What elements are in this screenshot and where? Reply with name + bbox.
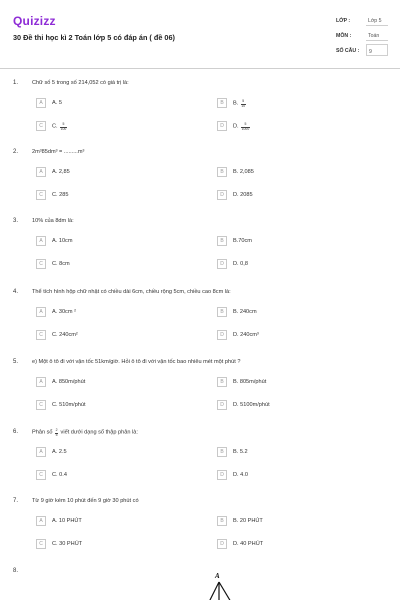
meta-question-count-value: 9 — [366, 44, 388, 56]
worksheet-header — [0, 0, 400, 70]
option-letter-box[interactable]: A — [36, 377, 46, 387]
fraction-numerator: 5 — [60, 123, 67, 128]
meta-question-count — [336, 44, 388, 58]
option-letter-box[interactable]: D — [217, 259, 227, 269]
meta-subject-label: MÔN : — [336, 33, 352, 39]
option-d[interactable] — [217, 539, 377, 551]
option-d[interactable] — [217, 400, 377, 412]
option-letter-box[interactable]: B — [217, 377, 227, 387]
option-a[interactable] — [36, 307, 196, 319]
option-letter-box[interactable]: B — [217, 307, 227, 317]
option-c[interactable] — [36, 190, 196, 202]
option-text: A. 30cm ² — [52, 309, 76, 315]
fraction-numerator: 5 — [241, 123, 250, 128]
fraction — [241, 100, 246, 108]
option-letter-box[interactable]: B — [217, 447, 227, 457]
option-c[interactable] — [36, 330, 196, 342]
option-text: D. 5100m/phút — [233, 402, 270, 408]
option-text: A. 5 — [52, 100, 62, 106]
option-text: C. 0.4 — [52, 472, 67, 478]
question-number: 4. — [13, 289, 19, 295]
fraction — [241, 123, 250, 131]
option-b[interactable] — [217, 307, 377, 319]
option-text: B. 805m/phút — [233, 379, 267, 385]
option-letter-box[interactable]: D — [217, 539, 227, 549]
geometry-figure — [205, 572, 235, 600]
option-d[interactable] — [217, 190, 377, 202]
option-b[interactable] — [217, 516, 377, 528]
option-letter-box[interactable]: B — [217, 236, 227, 246]
question-3 — [0, 218, 400, 278]
question-8 — [0, 568, 400, 600]
option-text: D. 4.0 — [233, 472, 248, 478]
option-text: A. 10cm — [52, 238, 73, 244]
option-text: C. 30 PHÚT — [52, 541, 83, 547]
option-text: D. $\frac{5}{1000}$ — [233, 122, 250, 131]
option-text: C. 240cm² — [52, 332, 78, 338]
option-text: B. 5.2 — [233, 449, 248, 455]
option-b[interactable] — [217, 447, 377, 459]
option-c[interactable] — [36, 470, 196, 482]
option-text: D. 2085 — [233, 192, 253, 198]
option-letter-box[interactable]: C — [36, 190, 46, 200]
fraction — [60, 123, 67, 131]
option-letter-box[interactable]: D — [217, 121, 227, 131]
option-c[interactable] — [36, 259, 196, 271]
figure-edge-1 — [209, 582, 219, 600]
option-text: C. 510m/phút — [52, 402, 86, 408]
question-text: e) Một ô tô đi với vận tốc 51km/giờ. Hỏi ô tô đi với vận tốc bao nhiêu mét một phút ? — [32, 359, 241, 365]
option-letter-box[interactable]: C — [36, 330, 46, 340]
option-text: A. 10 PHÚT — [52, 518, 82, 524]
option-letter-box[interactable]: A — [36, 236, 46, 246]
option-text: B.70cm — [233, 238, 252, 244]
meta-subject — [336, 29, 388, 43]
option-text: C. $\frac{5}{100}$ — [52, 122, 67, 131]
option-letter-box[interactable]: B — [217, 516, 227, 526]
option-letter-box[interactable]: D — [217, 400, 227, 410]
option-b[interactable] — [217, 236, 377, 248]
option-a[interactable] — [36, 516, 196, 528]
question-text: Chữ số 5 trong số 214,052 có giá trị là: — [32, 80, 129, 86]
meta-grade-value: Lớp 5 — [366, 14, 388, 26]
option-text: B. 240cm — [233, 309, 257, 315]
option-letter-box[interactable]: C — [36, 400, 46, 410]
question-6 — [0, 429, 400, 489]
question-7 — [0, 498, 400, 558]
option-d[interactable] — [217, 259, 377, 271]
question-5 — [0, 359, 400, 419]
option-text: D. 240cm³ — [233, 332, 259, 338]
option-letter-box[interactable]: C — [36, 470, 46, 480]
fraction-denominator: 5 — [55, 432, 58, 437]
option-letter-box[interactable]: D — [217, 470, 227, 480]
option-b[interactable] — [217, 167, 377, 179]
header-divider — [0, 68, 400, 69]
option-a[interactable] — [36, 447, 196, 459]
option-text: C. 285 — [52, 192, 69, 198]
option-letter-box[interactable]: C — [36, 539, 46, 549]
fraction-numerator: 2 — [55, 428, 58, 432]
question-text: Phân số $\frac{2}{5}$ viết dưới dạng số thập phân là: — [32, 428, 138, 437]
option-letter-box[interactable]: D — [217, 190, 227, 200]
option-letter-box[interactable]: B — [217, 167, 227, 177]
option-c[interactable] — [36, 121, 196, 133]
figure-edge-3 — [219, 582, 231, 600]
option-a[interactable] — [36, 167, 196, 179]
quizizz-logo[interactable]: Quizizz — [13, 14, 56, 28]
fraction-denominator: 100 — [60, 126, 67, 131]
question-number: 5. — [13, 359, 19, 365]
question-text: 2m³85dm³ = .........m³ — [32, 149, 85, 155]
option-b[interactable] — [217, 377, 377, 389]
option-text: B. 20 PHÚT — [233, 518, 263, 524]
option-d[interactable] — [217, 330, 377, 342]
question-number: 6. — [13, 429, 19, 435]
option-d[interactable] — [217, 470, 377, 482]
option-a[interactable] — [36, 377, 196, 389]
option-letter-box[interactable]: B — [217, 98, 227, 108]
fraction-numerator: 5 — [242, 99, 245, 103]
option-letter-box[interactable]: C — [36, 121, 46, 131]
meta-question-count-label: SỐ CÂU : — [336, 48, 360, 54]
option-text: B. $\frac{5}{10}$ — [233, 99, 246, 108]
meta-grade — [336, 14, 388, 28]
option-a[interactable] — [36, 236, 196, 248]
question-text: Thể tích hình hộp chữ nhật có chiều dài 6cm, chiều rộng 5cm, chiều cao 8cm là: — [32, 289, 231, 295]
option-letter-box[interactable]: D — [217, 330, 227, 340]
question-text: 10% của 8dm là: — [32, 218, 74, 224]
option-letter-box[interactable]: A — [36, 307, 46, 317]
option-c[interactable] — [36, 539, 196, 551]
option-letter-box[interactable]: A — [36, 167, 46, 177]
fraction-denominator: 1000 — [241, 126, 250, 131]
question-number: 7. — [13, 498, 19, 504]
meta-subject-value: Toán — [366, 29, 388, 41]
worksheet-title: 30 Đề thi học kì 2 Toán lớp 5 có đáp án ( đề 06) — [13, 33, 175, 42]
option-text: D. 0,8 — [233, 261, 248, 267]
question-number: 2. — [13, 149, 19, 155]
option-text: B. 2,085 — [233, 169, 254, 175]
option-c[interactable] — [36, 400, 196, 412]
option-text: D. 40 PHÚT — [233, 541, 264, 547]
option-letter-box[interactable]: C — [36, 259, 46, 269]
option-text: A. 2,85 — [52, 169, 70, 175]
question-4 — [0, 289, 400, 349]
fraction-denominator: 10 — [241, 103, 246, 108]
option-text: A. 850m/phút — [52, 379, 86, 385]
question-text: Từ 9 giờ kém 10 phút đến 9 giờ 30 phút có — [32, 498, 139, 504]
question-1 — [0, 80, 400, 140]
question-number: 3. — [13, 218, 19, 224]
question-2 — [0, 149, 400, 209]
question-number: 1. — [13, 80, 19, 86]
meta-grade-label: LỚP : — [336, 18, 351, 24]
option-letter-box[interactable]: A — [36, 98, 46, 108]
option-letter-box[interactable]: A — [36, 516, 46, 526]
figure-vertex-label: A — [215, 572, 220, 580]
option-d[interactable] — [217, 121, 377, 133]
option-text: A. 2.5 — [52, 449, 67, 455]
option-b[interactable] — [217, 98, 377, 110]
option-text: C. 8cm — [52, 261, 70, 267]
option-a[interactable] — [36, 98, 196, 110]
fraction — [55, 429, 58, 437]
question-number: 8. — [13, 568, 19, 574]
option-letter-box[interactable]: A — [36, 447, 46, 457]
figure-lines — [205, 572, 235, 600]
